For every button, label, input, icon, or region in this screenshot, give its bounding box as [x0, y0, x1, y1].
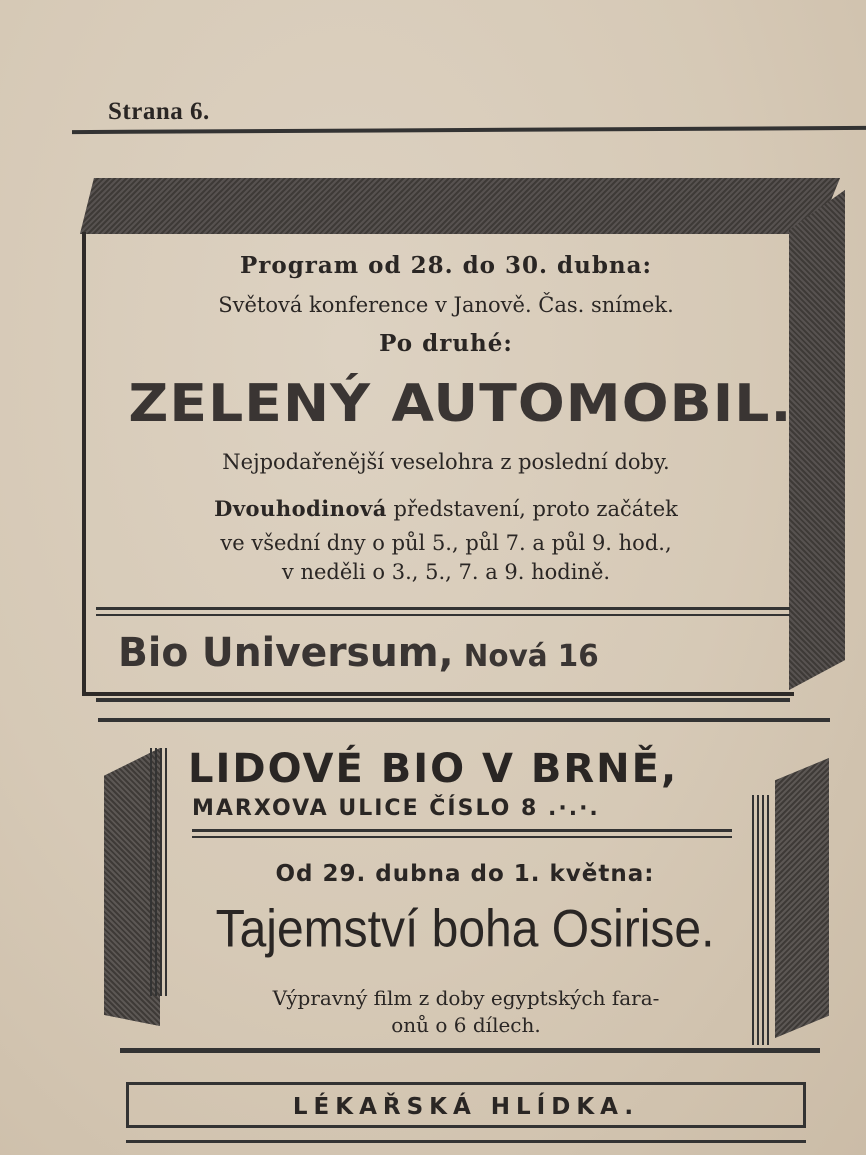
ad1-shadow-right	[789, 190, 845, 690]
ad2-top-rule	[98, 718, 830, 722]
ad2-description-line2: onů o 6 dílech.	[391, 1013, 541, 1037]
ad1-divider	[96, 607, 790, 610]
top-rule	[72, 126, 866, 134]
ad2-left-lines	[150, 748, 168, 996]
ad1-program-dates: Program od 28. do 30. dubna:	[239, 252, 653, 279]
ad2-divider-thin	[192, 836, 732, 838]
ad1-divider-thin	[96, 614, 790, 616]
ad1-times-line2: ve všední dny o půl 5., půl 7. a půl 9. hod.,	[220, 531, 672, 555]
ad1-address: Nová 16	[453, 639, 599, 674]
ad2-cinema-name: LIDOVÉ BIO V BRNĚ,	[188, 746, 679, 792]
ad2-right-ornament	[775, 758, 829, 1038]
ad2-divider	[192, 829, 732, 832]
ad2-address: MARXOVA ULICE ČÍSLO 8 .·.·.	[192, 796, 600, 821]
ad1-film-description: Nejpodařenější veselohra z poslední doby.	[222, 450, 670, 474]
ad1-film-title: ZELENÝ AUTOMOBIL.	[128, 374, 793, 434]
ad1-times-rest: představení, proto začátek	[386, 497, 678, 521]
ad1-times-line1	[96, 496, 796, 521]
ad2-dates: Od 29. dubna do 1. května:	[275, 861, 655, 887]
ad2-bottom-rule	[120, 1048, 820, 1053]
page-number: Strana 6.	[108, 98, 210, 125]
ad1-bottom-rule	[96, 698, 790, 702]
ad2-description-line1: Výpravný film z doby egyptských fara-	[272, 986, 660, 1010]
ad1-times-bold: Dvouhodinová	[214, 496, 387, 521]
bottom-rule	[126, 1140, 806, 1143]
ad1-shadow-top	[80, 178, 840, 234]
ad1-times-line3: v neděli o 3., 5., 7. a 9. hodině.	[281, 560, 611, 584]
section-heading: LÉKAŘSKÁ HLÍDKA.	[292, 1094, 640, 1120]
ad1-cinema: Bio Universum,	[118, 630, 454, 676]
ad1-second-label: Po druhé:	[379, 330, 513, 357]
ad1-newsreel: Světová konference v Janově. Čas. snímek.	[218, 293, 674, 317]
ad2-film-title: Tajemství boha Osirise.	[215, 900, 715, 959]
ad1-cinema-name	[118, 630, 765, 676]
